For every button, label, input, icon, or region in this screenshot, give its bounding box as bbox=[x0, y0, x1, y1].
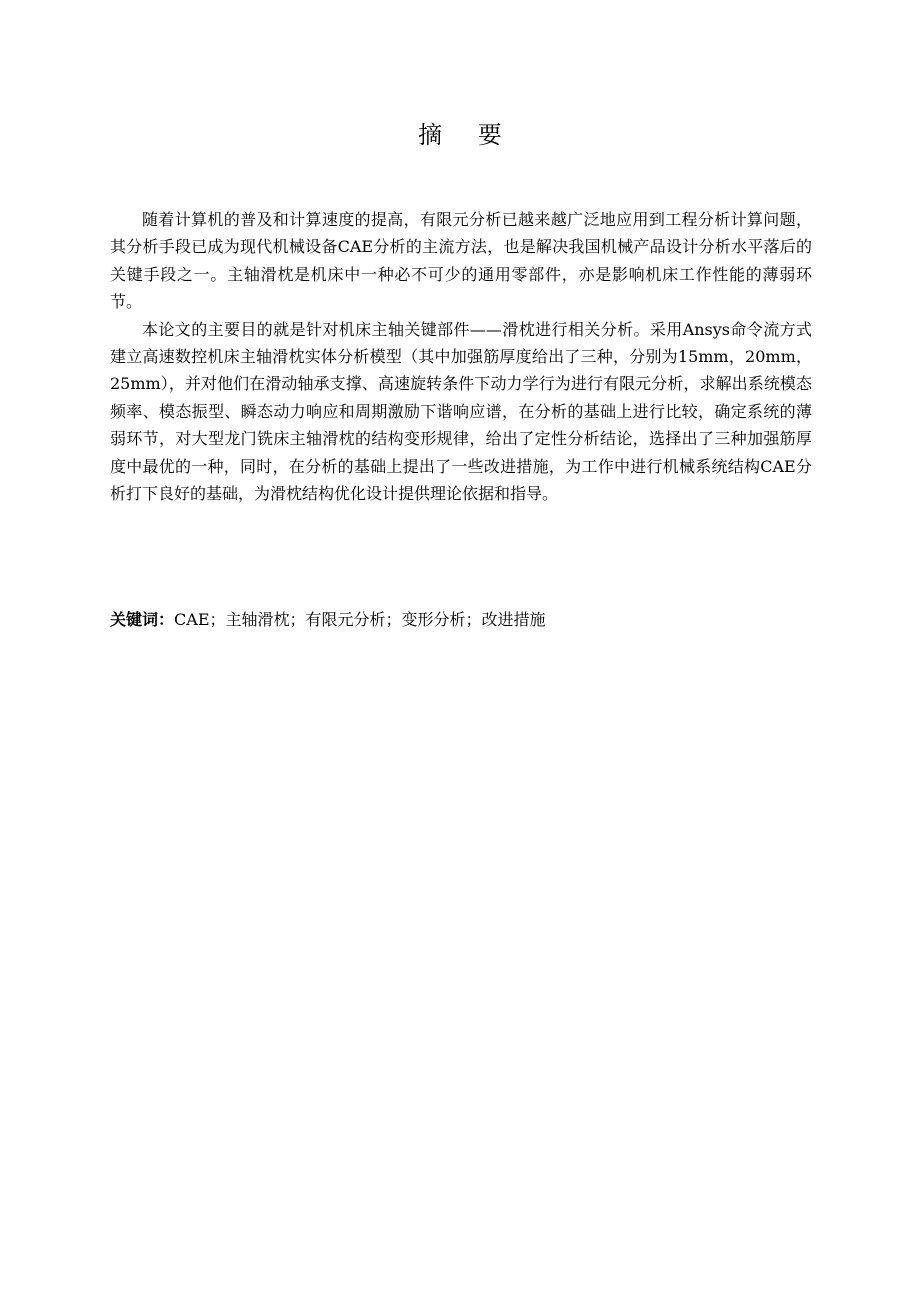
keywords-label: 关键词： bbox=[110, 610, 175, 629]
abstract-title: 摘 要 bbox=[418, 121, 516, 149]
abstract-paragraph-1: 随着计算机的普及和计算速度的提高，有限元分析已越来越广泛地应用到工程分析计算问题，其分析手段已成为现代机械设备CAE分析的主流方法，也是解决我国机械产品设计分析水平落后的关键手段之一。主轴滑枕是机床中一种必不可少的通用零部件，亦是影响机床工作性能的薄弱环节。 bbox=[110, 210, 812, 312]
keywords-value: CAE；主轴滑枕；有限元分析；变形分析；改进措施 bbox=[174, 610, 546, 629]
abstract-paragraph-2: 本论文的主要目的就是针对机床主轴关键部件——滑枕进行相关分析。采用Ansys命令流方式建立高速数控机床主轴滑枕实体分析模型（其中加强筋厚度给出了三种，分别为15mm，20mm，25mm），并对他们在滑动轴承支撑、高速旋转条件下动力学行为进行有限元分析，求解出系统模态频率、模态振型、瞬态动力响应和周期激励下谐响应谱，在分析的基础上进行比较，确定系统的薄弱环节，对大型龙门铣床主轴滑枕的结构变形规律，给出了定性分析结论，选择出了三种加强筋厚度中最优的一种，同时，在分析的基础上提出了一些改进措施，为工作中进行机械系统结构CAE分析打下良好的基础，为滑枕结构优化设计提供理论依据和指导。 bbox=[110, 319, 812, 504]
abstract-body bbox=[110, 206, 812, 507]
keywords-line bbox=[110, 606, 812, 633]
